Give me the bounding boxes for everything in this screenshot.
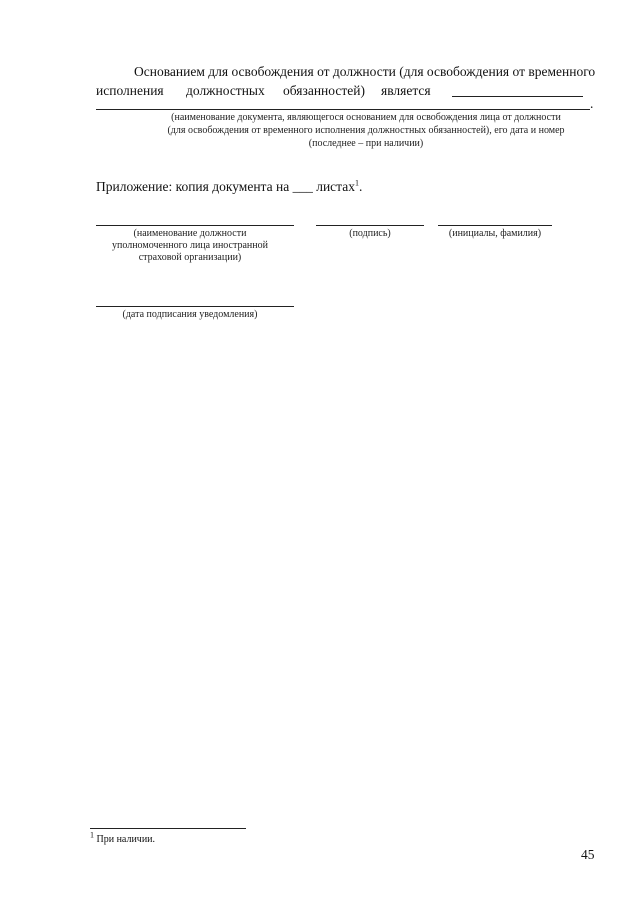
- paragraph-word-3: обязанностей): [283, 83, 365, 98]
- document-caption-line-3: (последнее – при наличии): [308, 138, 424, 149]
- footnote-text: При наличии.: [96, 834, 156, 845]
- name-caption: (инициалы, фамилия): [448, 228, 542, 239]
- footnote-reference: 1: [354, 178, 359, 188]
- signature-blank-line: [316, 225, 424, 226]
- footnote: [90, 830, 156, 845]
- blank-line-basis: [452, 96, 583, 97]
- position-caption-line-2: уполномоченного лица иностранной: [112, 240, 268, 251]
- document-caption-line-2: (для освобождения от временного исполнения должностных обязанностей), его дата и номер: [167, 125, 565, 136]
- footnote-mark: 1: [90, 830, 94, 840]
- date-blank-line: [96, 306, 294, 307]
- paragraph-line-1: Основанием для освобождения от должности (для освобождения от временного: [134, 64, 596, 79]
- paragraph-word-4: является: [381, 83, 431, 98]
- paragraph-end-period: .: [590, 96, 594, 111]
- attachment-line: [96, 179, 362, 195]
- signature-caption: (подпись): [349, 228, 391, 239]
- attachment-end: .: [358, 179, 363, 194]
- page-number: 45: [581, 847, 595, 862]
- paragraph-word-2: должностных: [186, 83, 265, 98]
- position-blank-line: [96, 225, 294, 226]
- name-blank-line: [438, 225, 552, 226]
- footnote-separator: [90, 828, 246, 829]
- date-caption: (дата подписания уведомления): [122, 309, 258, 320]
- blank-line-document: [96, 109, 590, 110]
- position-caption-line-3: страховой организации): [138, 252, 242, 263]
- paragraph-word-1: исполнения: [96, 83, 164, 98]
- position-caption-line-1: (наименование должности: [133, 228, 247, 239]
- document-caption-line-1: (наименование документа, являющегося основанием для освобождения лица от должности: [171, 112, 561, 123]
- attachment-text: Приложение: копия документа на ___ листах: [96, 179, 355, 194]
